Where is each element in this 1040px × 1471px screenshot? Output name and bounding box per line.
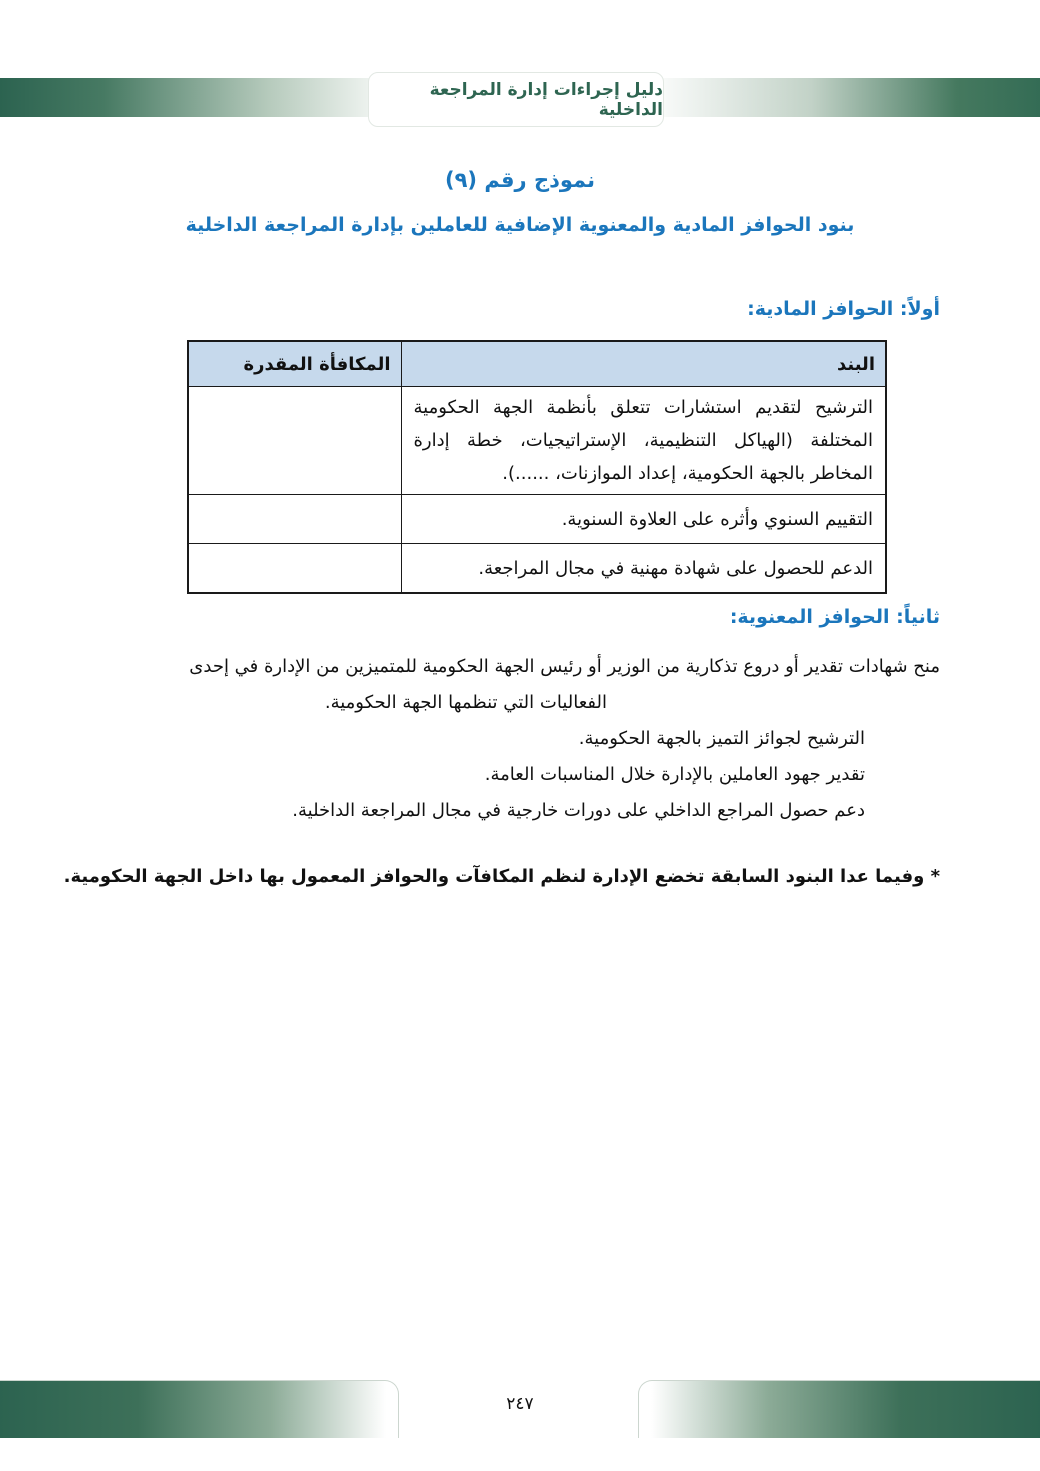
item-cell: التقييم السنوي وأثره على العلاوة السنوية. bbox=[401, 495, 886, 544]
reward-cell bbox=[188, 495, 401, 544]
moral-incentive-line: تقدير جهود العاملين بالإدارة خلال المناسبات العامة. bbox=[484, 764, 865, 785]
moral-incentive-line: الفعاليات التي تنظمها الجهة الحكومية. bbox=[324, 692, 607, 713]
moral-incentive-line: منح شهادات تقدير أو دروع تذكارية من الوزير أو رئيس الجهة الحكومية للمتميزين من الإدارة في إحدى bbox=[189, 656, 940, 677]
reward-column-header: المكافأة المقدرة bbox=[188, 341, 401, 387]
header-title-box bbox=[368, 72, 664, 127]
reward-cell bbox=[188, 387, 401, 495]
item-cell: الدعم للحصول على شهادة مهنية في مجال المراجعة. bbox=[401, 544, 886, 594]
table-row bbox=[188, 495, 886, 544]
form-number-title: نموذج رقم (٩) bbox=[444, 168, 595, 192]
table-header-row bbox=[188, 341, 886, 387]
manual-title: دليل إجراءات إدارة المراجعة الداخلية bbox=[429, 79, 663, 120]
reward-cell bbox=[188, 544, 401, 594]
footnote: * وفيما عدا البنود السابقة تخضع الإدارة لنظم المكافآت والحوافز المعمول بها داخل الجهة الحكومية. bbox=[63, 866, 940, 887]
item-cell: الترشيح لتقديم استشارات تتعلق بأنظمة الجهة الحكومية المختلفة (الهياكل التنظيمية، الإستراتيجيات، خطة إدارة المخاطر بالجهة الحكومية، إعداد الموازنات، ......). bbox=[401, 387, 886, 495]
page-number: ٢٤٧ bbox=[506, 1394, 534, 1414]
moral-incentive-line: الترشيح لجوائز التميز بالجهة الحكومية. bbox=[578, 728, 865, 749]
form-subtitle: بنود الحوافز المادية والمعنوية الإضافية للعاملين بإدارة المراجعة الداخلية bbox=[185, 214, 855, 236]
moral-incentive-line: دعم حصول المراجع الداخلي على دورات خارجية في مجال المراجعة الداخلية. bbox=[292, 800, 865, 821]
section1-heading: أولاً: الحوافز المادية: bbox=[747, 298, 940, 320]
material-incentives-table bbox=[187, 340, 887, 594]
section2-heading: ثانياً: الحوافز المعنوية: bbox=[729, 606, 940, 628]
item-column-header: البند bbox=[401, 341, 886, 387]
table-row bbox=[188, 387, 886, 495]
table-row bbox=[188, 544, 886, 594]
